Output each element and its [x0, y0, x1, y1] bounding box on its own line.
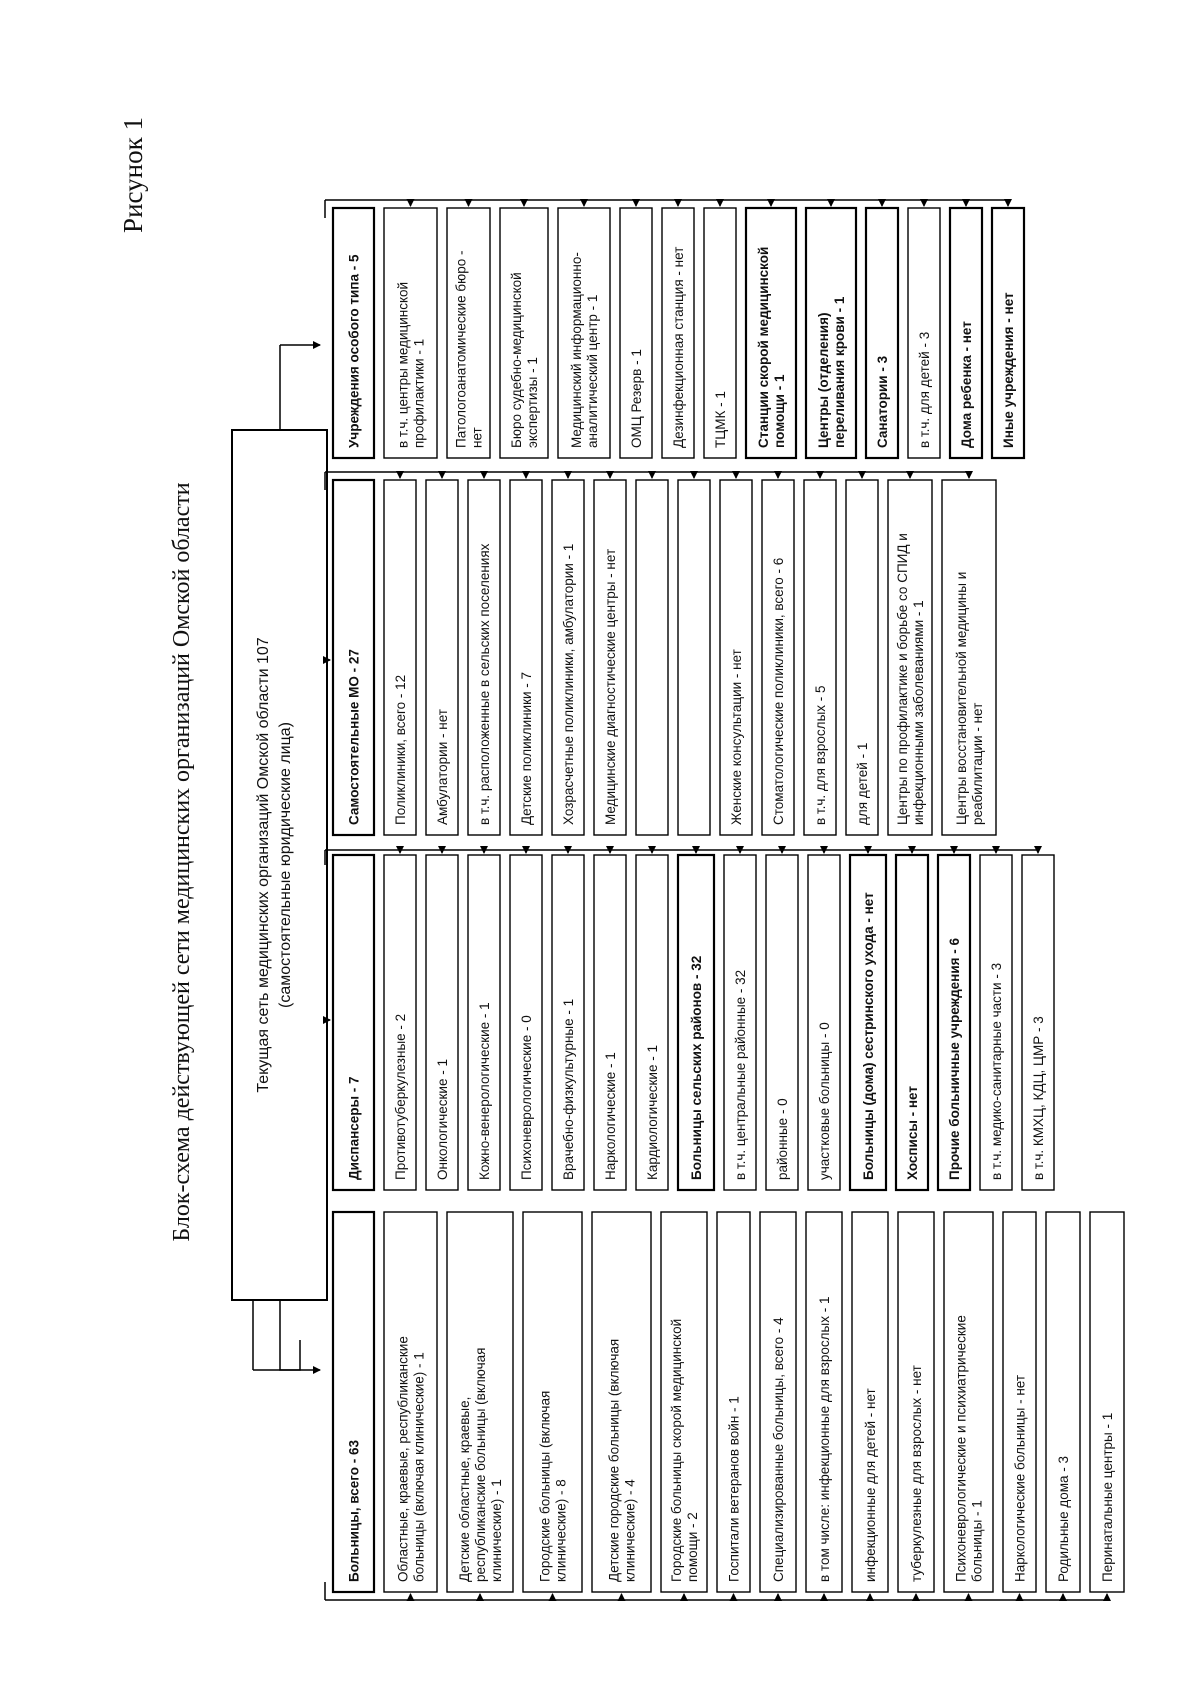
node-label: Патологоанатомические бюро - — [453, 250, 469, 448]
node-label: ОМЦ Резерв - 1 — [629, 349, 644, 448]
node-label: Хосписы - нет — [905, 1086, 920, 1180]
category-node — [938, 850, 970, 1190]
subcategory-node — [766, 850, 798, 1190]
node-label: экспертизы - 1 — [525, 357, 540, 448]
node-label: нет — [469, 427, 485, 448]
node-label: переливания крови - 1 — [832, 296, 847, 448]
subcategory-node — [762, 472, 794, 835]
figure-caption: Рисунок 1 — [118, 117, 148, 233]
node-label: Госпитали ветеранов войн - 1 — [726, 1396, 742, 1582]
node-label: Диспансеры - 7 — [346, 1076, 362, 1180]
node-label: Родильные дома - 3 — [1056, 1455, 1071, 1582]
subcategory-node — [717, 1212, 750, 1600]
node-label: больницы - 1 — [969, 1500, 985, 1582]
node-box — [746, 208, 796, 458]
subcategory-node — [678, 472, 710, 835]
subcategory-node — [468, 472, 500, 835]
subcategory-node — [552, 472, 584, 835]
subcategory-node — [594, 472, 626, 835]
node-label: Больницы сельских районов - 32 — [689, 955, 704, 1180]
node-label: инфекционными заболеваниями - 1 — [911, 600, 926, 825]
subcategory-node — [500, 200, 548, 458]
node-label: в т.ч. для детей - 3 — [917, 331, 932, 448]
node-label: больницы (включая клинические) - 1 — [411, 1352, 427, 1582]
column-dispensaries — [325, 850, 1054, 1190]
node-label: Станции скорой медицинской — [756, 246, 771, 448]
root-label-line2: (самостоятельные юридические лица) — [277, 722, 294, 1008]
node-label: Центры восстановительной медицины и — [954, 571, 969, 825]
node-label: для детей - 1 — [855, 742, 870, 825]
node-label: Городские больницы (включая — [537, 1390, 553, 1582]
node-label: в т.ч. расположенные в сельских поселениях — [477, 543, 492, 825]
subcategory-node — [898, 1212, 934, 1600]
subcategory-node — [384, 1212, 437, 1600]
node-box — [384, 208, 437, 458]
node-label: в т.ч. КМХЦ, КДЦ, ЦМР - 3 — [1031, 1016, 1046, 1180]
node-label: Санатории - 3 — [875, 355, 890, 448]
category-node — [806, 200, 856, 458]
subcategory-node — [662, 200, 694, 458]
category-node — [850, 850, 886, 1190]
node-label: Детские городские больницы (включая — [606, 1338, 622, 1582]
subcategory-node — [808, 850, 840, 1190]
node-label: Наркологические больницы - нет — [1012, 1374, 1028, 1582]
subcategory-node — [1003, 1212, 1036, 1600]
subcategory-node — [426, 472, 458, 835]
node-box — [661, 1212, 707, 1592]
node-label: Противотуберкулезные - 2 — [393, 1013, 408, 1180]
node-label: Женские консультации - нет — [729, 649, 744, 825]
node-label: в т.ч. центральные районные - 32 — [733, 969, 748, 1180]
subcategory-node — [468, 850, 500, 1190]
node-label: Медицинский информационно- — [569, 252, 584, 448]
node-label: клинические) - 8 — [553, 1479, 569, 1582]
node-label: Областные, краевые, республиканские — [395, 1336, 411, 1582]
node-label: Дезинфекционная станция - нет — [671, 246, 686, 448]
subcategory-node — [846, 472, 878, 835]
node-label: республиканские больницы (включая — [473, 1347, 488, 1582]
subcategory-node — [426, 850, 458, 1190]
node-label: Иные учреждения - нет — [1001, 292, 1016, 448]
subcategory-node — [552, 850, 584, 1190]
category-node — [950, 200, 982, 458]
node-label: туберкулезные для взрослых - нет — [909, 1365, 924, 1582]
subcategory-node — [804, 472, 836, 835]
node-label: Городские больницы скорой медицинской — [669, 1318, 684, 1582]
subcategory-node — [724, 850, 756, 1190]
column-hospitals — [325, 1212, 1124, 1600]
category-node — [896, 850, 928, 1190]
node-label: в том числе: инфекционные для взрослых - 1 — [817, 1296, 832, 1582]
node-label: Специализированные больницы, всего - 4 — [771, 1317, 786, 1582]
subcategory-node — [661, 1212, 707, 1600]
subcategory-node — [447, 200, 490, 458]
node-label: Прочие больничные учреждения - 6 — [947, 937, 962, 1180]
node-label: Детские областные, краевые, — [457, 1396, 472, 1582]
node-label: Наркологические - 1 — [603, 1052, 618, 1180]
diagram-title: Блок-схема действующей сети медицинских организаций Омской области — [169, 482, 195, 1242]
node-label: Психоневрологические - 0 — [519, 1015, 534, 1180]
node-label: Кардиологические - 1 — [645, 1045, 660, 1180]
subcategory-node — [944, 1212, 993, 1600]
node-label: Дома ребенка - нет — [959, 321, 974, 448]
category-node — [333, 208, 374, 458]
node-box — [636, 480, 668, 835]
node-box — [523, 1212, 582, 1592]
category-node — [678, 850, 714, 1190]
subcategory-node — [636, 850, 668, 1190]
node-label: ТЦМК - 1 — [713, 391, 728, 448]
node-label: Стоматологические поликлиники, всего - 6 — [771, 557, 786, 825]
node-label: Поликлиники, всего - 12 — [393, 674, 408, 825]
node-label: клинические) - 4 — [622, 1479, 638, 1582]
column-independent — [325, 472, 996, 835]
node-label: помощи - 1 — [772, 374, 787, 448]
node-label: Центры (отделения) — [816, 312, 831, 448]
subcategory-node — [384, 850, 416, 1190]
subcategory-node — [447, 1212, 513, 1600]
node-box — [942, 480, 996, 835]
node-label: Врачебно-физкультурные - 1 — [561, 998, 576, 1180]
subcategory-node — [980, 850, 1012, 1190]
node-box — [558, 208, 610, 458]
node-label: Хозрасчетные поликлиники, амбулатории - 1 — [561, 543, 576, 825]
root-connector-hospitals — [280, 1300, 300, 1370]
node-label: Амбулатории - нет — [435, 709, 450, 825]
subcategory-node — [558, 200, 610, 458]
subcategory-node — [1090, 1212, 1124, 1600]
subcategory-node — [908, 200, 940, 458]
node-label: профилактики - 1 — [411, 338, 427, 448]
subcategory-node — [636, 472, 668, 835]
node-box — [500, 208, 548, 458]
node-box — [384, 1212, 437, 1592]
subcategory-node — [620, 200, 652, 458]
node-label: Самостоятельные МО - 27 — [346, 649, 362, 825]
node-box — [592, 1212, 651, 1592]
node-label: Больницы (дома) сестринского ухода - нет — [861, 892, 876, 1180]
node-label: клинические) - 1 — [489, 1479, 504, 1582]
subcategory-node — [852, 1212, 888, 1600]
category-node — [333, 1212, 374, 1592]
subcategory-node — [384, 472, 416, 835]
node-label: Центры по профилактике и борьбе со СПИД и — [895, 533, 910, 825]
node-label: Кожно-венерологические - 1 — [477, 1002, 492, 1180]
category-node — [333, 855, 374, 1190]
subcategory-node — [384, 200, 437, 458]
node-label: районные - 0 — [775, 1098, 790, 1180]
node-label: Больницы, всего - 63 — [346, 1440, 362, 1582]
subcategory-node — [888, 472, 932, 835]
node-label: в т.ч. медико-санитарные части - 3 — [989, 962, 1004, 1180]
node-label: в т.ч. для взрослых - 5 — [813, 685, 828, 825]
subcategory-node — [806, 1212, 842, 1600]
node-label: аналитический центр - 1 — [585, 294, 600, 448]
subcategory-node — [1046, 1212, 1080, 1600]
subcategory-node — [592, 1212, 651, 1600]
subcategory-node — [760, 1212, 796, 1600]
node-label: инфекционные для детей - нет — [863, 1388, 878, 1582]
category-node — [866, 200, 898, 458]
category-node — [746, 200, 796, 458]
subcategory-node — [720, 472, 752, 835]
node-label: в т.ч. центры медицинской — [395, 281, 411, 448]
column-special — [325, 200, 1024, 458]
node-label: Медицинские диагностические центры - нет — [603, 548, 618, 825]
category-node — [992, 200, 1024, 458]
subcategory-node — [1022, 850, 1054, 1190]
node-box — [806, 208, 856, 458]
node-label: Учреждения особого типа - 5 — [346, 254, 362, 448]
node-box — [944, 1212, 993, 1592]
subcategory-node — [510, 472, 542, 835]
node-label: участковые больницы - 0 — [817, 1022, 832, 1180]
category-node — [333, 480, 374, 835]
node-label: Онкологические - 1 — [435, 1059, 450, 1180]
subcategory-node — [510, 850, 542, 1190]
node-label: Детские поликлиники - 7 — [519, 671, 534, 825]
subcategory-node — [594, 850, 626, 1190]
node-label: Бюро судебно-медицинской — [509, 272, 524, 448]
node-label: реабилитации - нет — [970, 702, 985, 825]
node-label: помощи - 2 — [685, 1512, 700, 1582]
subcategory-node — [704, 200, 736, 458]
root-node — [232, 430, 327, 1300]
node-label: Психоневрологические и психиатрические — [953, 1315, 969, 1582]
subcategory-node — [523, 1212, 582, 1600]
node-box — [678, 480, 710, 835]
subcategory-node — [942, 472, 996, 835]
root-label-line1: Текущая сеть медицинских организаций Омской области 107 — [255, 637, 272, 1093]
node-label: Перинатальные центры - 1 — [1100, 1412, 1115, 1582]
